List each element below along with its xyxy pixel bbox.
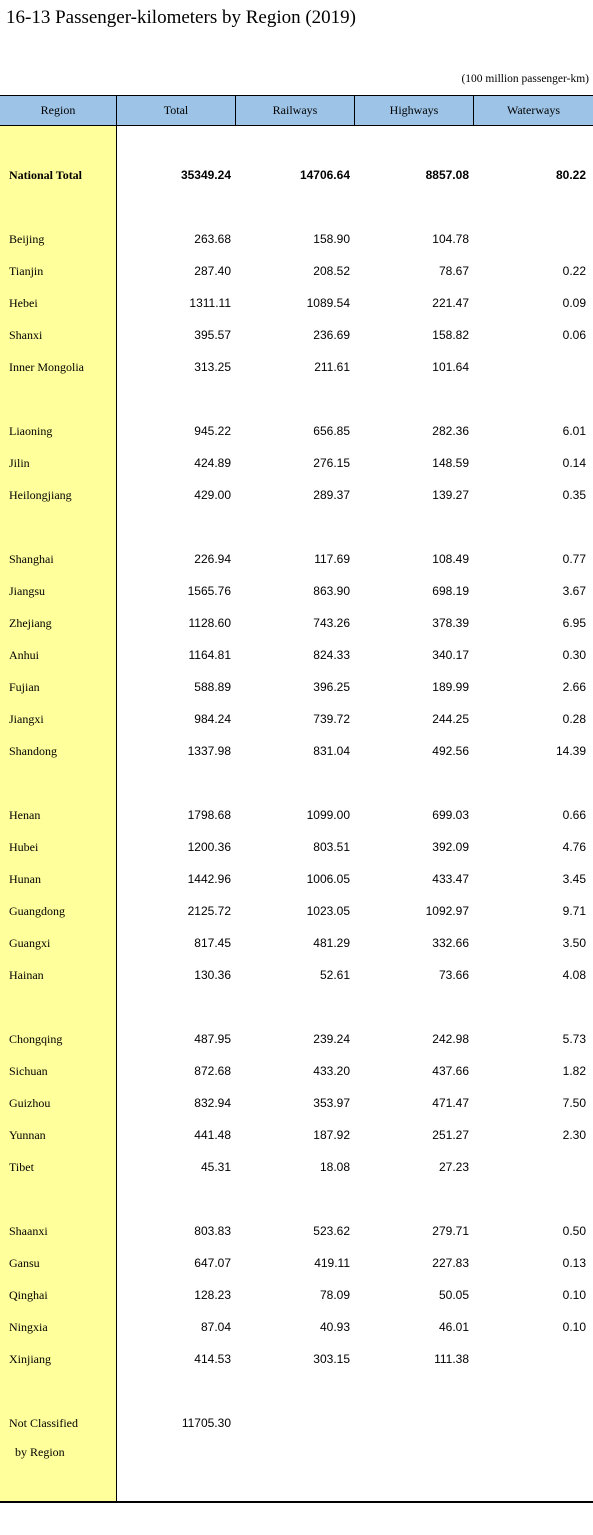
railways-value: 236.69: [313, 328, 350, 342]
region-name: Shandong: [9, 743, 57, 758]
table-row: [0, 293, 593, 313]
waterways-value: 0.10: [562, 1288, 586, 1302]
total-value: 429.00: [194, 488, 231, 502]
region-name: National Total: [9, 167, 83, 182]
region-name: Chongqing: [9, 1031, 63, 1046]
highways-value: 50.05: [438, 1288, 469, 1302]
waterways-value: 9.71: [562, 904, 586, 918]
railways-value: 14706.64: [299, 168, 350, 182]
total-value: 945.22: [194, 424, 231, 438]
total-value: 1565.76: [187, 584, 231, 598]
highways-value: 8857.08: [425, 168, 469, 182]
header-region: Region: [0, 96, 117, 125]
total-value: 2125.72: [187, 904, 231, 918]
header-total: Total: [117, 96, 236, 125]
railways-value: 481.29: [313, 936, 350, 950]
region-name: Hebei: [9, 295, 38, 310]
region-name: Hunan: [9, 871, 41, 886]
highways-value: 108.49: [432, 552, 469, 566]
waterways-value: 0.30: [562, 648, 586, 662]
data-table: [0, 95, 593, 1502]
total-value: 11705.30: [181, 1416, 231, 1430]
total-value: 287.40: [194, 264, 231, 278]
railways-value: 187.92: [313, 1128, 350, 1142]
highways-value: 227.83: [432, 1256, 469, 1270]
waterways-value: 5.73: [562, 1032, 586, 1046]
waterways-value: 0.06: [562, 328, 586, 342]
region-name: Gansu: [9, 1255, 40, 1270]
table-row: [0, 1349, 593, 1369]
total-value: 1798.68: [187, 808, 231, 822]
table-row: [0, 1285, 593, 1305]
waterways-value: 0.28: [562, 712, 586, 726]
total-value: 872.68: [194, 1064, 231, 1078]
table-row: [0, 741, 593, 761]
region-name: Fujian: [9, 679, 40, 694]
highways-value: 433.47: [432, 872, 469, 886]
waterways-value: 2.66: [562, 680, 586, 694]
railways-value: 276.15: [313, 456, 350, 470]
region-name: Tianjin: [9, 263, 44, 278]
railways-value: 419.11: [314, 1256, 350, 1270]
total-value: 1442.96: [187, 872, 231, 886]
railways-value: 303.15: [313, 1352, 350, 1366]
highways-value: 378.39: [432, 616, 469, 630]
total-value: 817.45: [194, 936, 231, 950]
table-row: [0, 1317, 593, 1337]
railways-value: 656.85: [313, 424, 350, 438]
total-value: 441.48: [194, 1128, 231, 1142]
railways-value: 40.93: [319, 1320, 350, 1334]
highways-value: 282.36: [432, 424, 469, 438]
highways-value: 139.27: [432, 488, 469, 502]
region-name: Yunnan: [9, 1127, 46, 1142]
region-name: Ningxia: [9, 1319, 48, 1334]
highways-value: 221.47: [432, 296, 469, 310]
table-bottom-rule: [0, 1501, 593, 1503]
waterways-value: 6.01: [562, 424, 586, 438]
region-name: Liaoning: [9, 423, 53, 438]
table-row: [0, 837, 593, 857]
highways-value: 332.66: [432, 936, 469, 950]
table-row: [0, 485, 593, 505]
total-value: 984.24: [194, 712, 231, 726]
total-value: 130.36: [194, 968, 231, 982]
total-value: 424.89: [194, 456, 231, 470]
railways-value: 239.24: [313, 1032, 350, 1046]
table-row: [0, 1157, 593, 1177]
railways-value: 831.04: [313, 744, 350, 758]
highways-value: 1092.97: [425, 904, 469, 918]
unit-note: (100 million passenger-km): [461, 73, 589, 85]
total-value: 1128.60: [188, 616, 231, 630]
table-row: [0, 709, 593, 729]
highways-value: 148.59: [432, 456, 469, 470]
railways-value: 863.90: [313, 584, 350, 598]
railways-value: 1099.00: [306, 808, 350, 822]
total-value: 1311.11: [189, 296, 231, 310]
region-name: Guangxi: [9, 935, 51, 950]
railways-value: 158.90: [313, 232, 350, 246]
total-value: 803.83: [194, 1224, 231, 1238]
not-classified-label-line2: by Region: [15, 1445, 65, 1459]
table-row: [0, 421, 593, 441]
highways-value: 111.38: [434, 1352, 469, 1366]
waterways-value: 0.35: [562, 488, 586, 502]
region-name: Guizhou: [9, 1095, 51, 1110]
region-name: Zhejiang: [9, 615, 52, 630]
railways-value: 743.26: [313, 616, 350, 630]
table-row: [0, 1125, 593, 1145]
highways-value: 471.47: [432, 1096, 469, 1110]
highways-value: 437.66: [432, 1064, 469, 1078]
waterways-value: 80.22: [555, 168, 586, 182]
table-row: [0, 453, 593, 473]
total-value: 263.68: [194, 232, 231, 246]
waterways-value: 4.08: [562, 968, 586, 982]
table-row: [0, 261, 593, 281]
region-name: Inner Mongolia: [9, 359, 84, 374]
region-name: Sichuan: [9, 1063, 48, 1078]
railways-value: 289.37: [313, 488, 350, 502]
region-name: Tibet: [9, 1159, 34, 1174]
railways-value: 208.52: [313, 264, 350, 278]
total-value: 414.53: [194, 1352, 231, 1366]
waterways-value: 0.22: [562, 264, 586, 278]
table-row: [0, 869, 593, 889]
total-value: 35349.24: [180, 168, 231, 182]
waterways-value: 0.14: [562, 456, 586, 470]
highways-value: 158.82: [432, 328, 469, 342]
waterways-value: 3.50: [562, 936, 586, 950]
waterways-value: 3.67: [562, 584, 586, 598]
table-row: [0, 933, 593, 953]
table-row: [0, 357, 593, 377]
table-row: [0, 805, 593, 825]
highways-value: 251.27: [432, 1128, 469, 1142]
region-name: Jiangxi: [9, 711, 44, 726]
table-row: [0, 549, 593, 569]
waterways-value: 2.30: [562, 1128, 586, 1142]
table-row: [0, 229, 593, 249]
region-name: Anhui: [9, 647, 39, 662]
highways-value: 699.03: [432, 808, 469, 822]
railways-value: 1006.05: [306, 872, 350, 886]
highways-value: 340.17: [432, 648, 469, 662]
railways-value: 78.09: [319, 1288, 350, 1302]
total-value: 128.23: [194, 1288, 231, 1302]
header-railways: Railways: [236, 96, 355, 125]
railways-value: 211.61: [314, 360, 350, 374]
railways-value: 523.62: [313, 1224, 350, 1238]
region-name: Shanghai: [9, 551, 54, 566]
table-row: [0, 1253, 593, 1273]
region-name: Jilin: [9, 455, 30, 470]
highways-value: 392.09: [432, 840, 469, 854]
table-header: [0, 95, 593, 126]
waterways-value: 0.13: [562, 1256, 586, 1270]
waterways-value: 6.95: [562, 616, 586, 630]
header-highways: Highways: [355, 96, 474, 125]
waterways-value: 0.10: [562, 1320, 586, 1334]
total-value: 647.07: [194, 1256, 231, 1270]
table-row: [0, 645, 593, 665]
waterways-value: 0.66: [562, 808, 586, 822]
total-value: 832.94: [194, 1096, 231, 1110]
highways-value: 46.01: [438, 1320, 469, 1334]
region-name: Heilongjiang: [9, 487, 72, 502]
railways-value: 803.51: [313, 840, 350, 854]
table-row: [0, 1221, 593, 1241]
railways-value: 18.08: [319, 1160, 350, 1174]
total-value: 226.94: [194, 552, 231, 566]
not-classified-row: [0, 1413, 593, 1433]
waterways-value: 7.50: [562, 1096, 586, 1110]
page-title: 16-13 Passenger-kilometers by Region (2019): [6, 7, 356, 28]
highways-value: 492.56: [432, 744, 469, 758]
railways-value: 353.97: [313, 1096, 350, 1110]
table-row: [0, 677, 593, 697]
waterways-value: 1.82: [562, 1064, 586, 1078]
waterways-value: 0.50: [562, 1224, 586, 1238]
highways-value: 104.78: [432, 232, 469, 246]
region-name: Xinjiang: [9, 1351, 51, 1366]
railways-value: 1089.54: [306, 296, 350, 310]
header-waterways: Waterways: [506, 103, 560, 117]
waterways-value: 4.76: [562, 840, 586, 854]
highways-value: 73.66: [438, 968, 469, 982]
table-row: [0, 325, 593, 345]
region-name: Beijing: [9, 231, 45, 246]
waterways-value: 3.45: [562, 872, 586, 886]
total-value: 1200.36: [187, 840, 231, 854]
region-name: Hainan: [9, 967, 44, 982]
table-row: [0, 613, 593, 633]
region-name: Henan: [9, 807, 41, 822]
table-row: [0, 901, 593, 921]
railways-value: 396.25: [313, 680, 350, 694]
railways-value: 739.72: [313, 712, 350, 726]
waterways-value: 0.77: [562, 552, 586, 566]
total-value: 487.95: [194, 1032, 231, 1046]
table-row: [0, 581, 593, 601]
highways-value: 27.23: [438, 1160, 469, 1174]
railways-value: 433.20: [313, 1064, 350, 1078]
table-row: [0, 965, 593, 985]
highways-value: 189.99: [432, 680, 469, 694]
total-value: 87.04: [200, 1320, 231, 1334]
railways-value: 117.69: [314, 552, 350, 566]
total-value: 395.57: [194, 328, 231, 342]
national-total-row: [0, 165, 593, 185]
region-name: Guangdong: [9, 903, 65, 918]
region-name: Qinghai: [9, 1287, 48, 1302]
railways-value: 52.61: [319, 968, 350, 982]
waterways-value: 14.39: [555, 744, 586, 758]
total-value: 1164.81: [188, 648, 231, 662]
region-name: Hubei: [9, 839, 39, 854]
region-name: Not Classified: [9, 1415, 78, 1430]
table-row: [0, 1093, 593, 1113]
total-value: 1337.98: [187, 744, 231, 758]
highways-value: 698.19: [432, 584, 469, 598]
highways-value: 78.67: [438, 264, 469, 278]
highways-value: 242.98: [432, 1032, 469, 1046]
region-name: Shanxi: [9, 327, 43, 342]
highways-value: 279.71: [432, 1224, 469, 1238]
railways-value: 1023.05: [306, 904, 350, 918]
region-name: Jiangsu: [9, 583, 45, 598]
region-name: Shaanxi: [9, 1223, 48, 1238]
highways-value: 244.25: [432, 712, 469, 726]
table-row: [0, 1061, 593, 1081]
highways-value: 101.64: [432, 360, 469, 374]
total-value: 45.31: [200, 1160, 231, 1174]
total-value: 313.25: [194, 360, 231, 374]
railways-value: 824.33: [313, 648, 350, 662]
total-value: 588.89: [194, 680, 231, 694]
table-row: [0, 1029, 593, 1049]
waterways-value: 0.09: [562, 296, 586, 310]
